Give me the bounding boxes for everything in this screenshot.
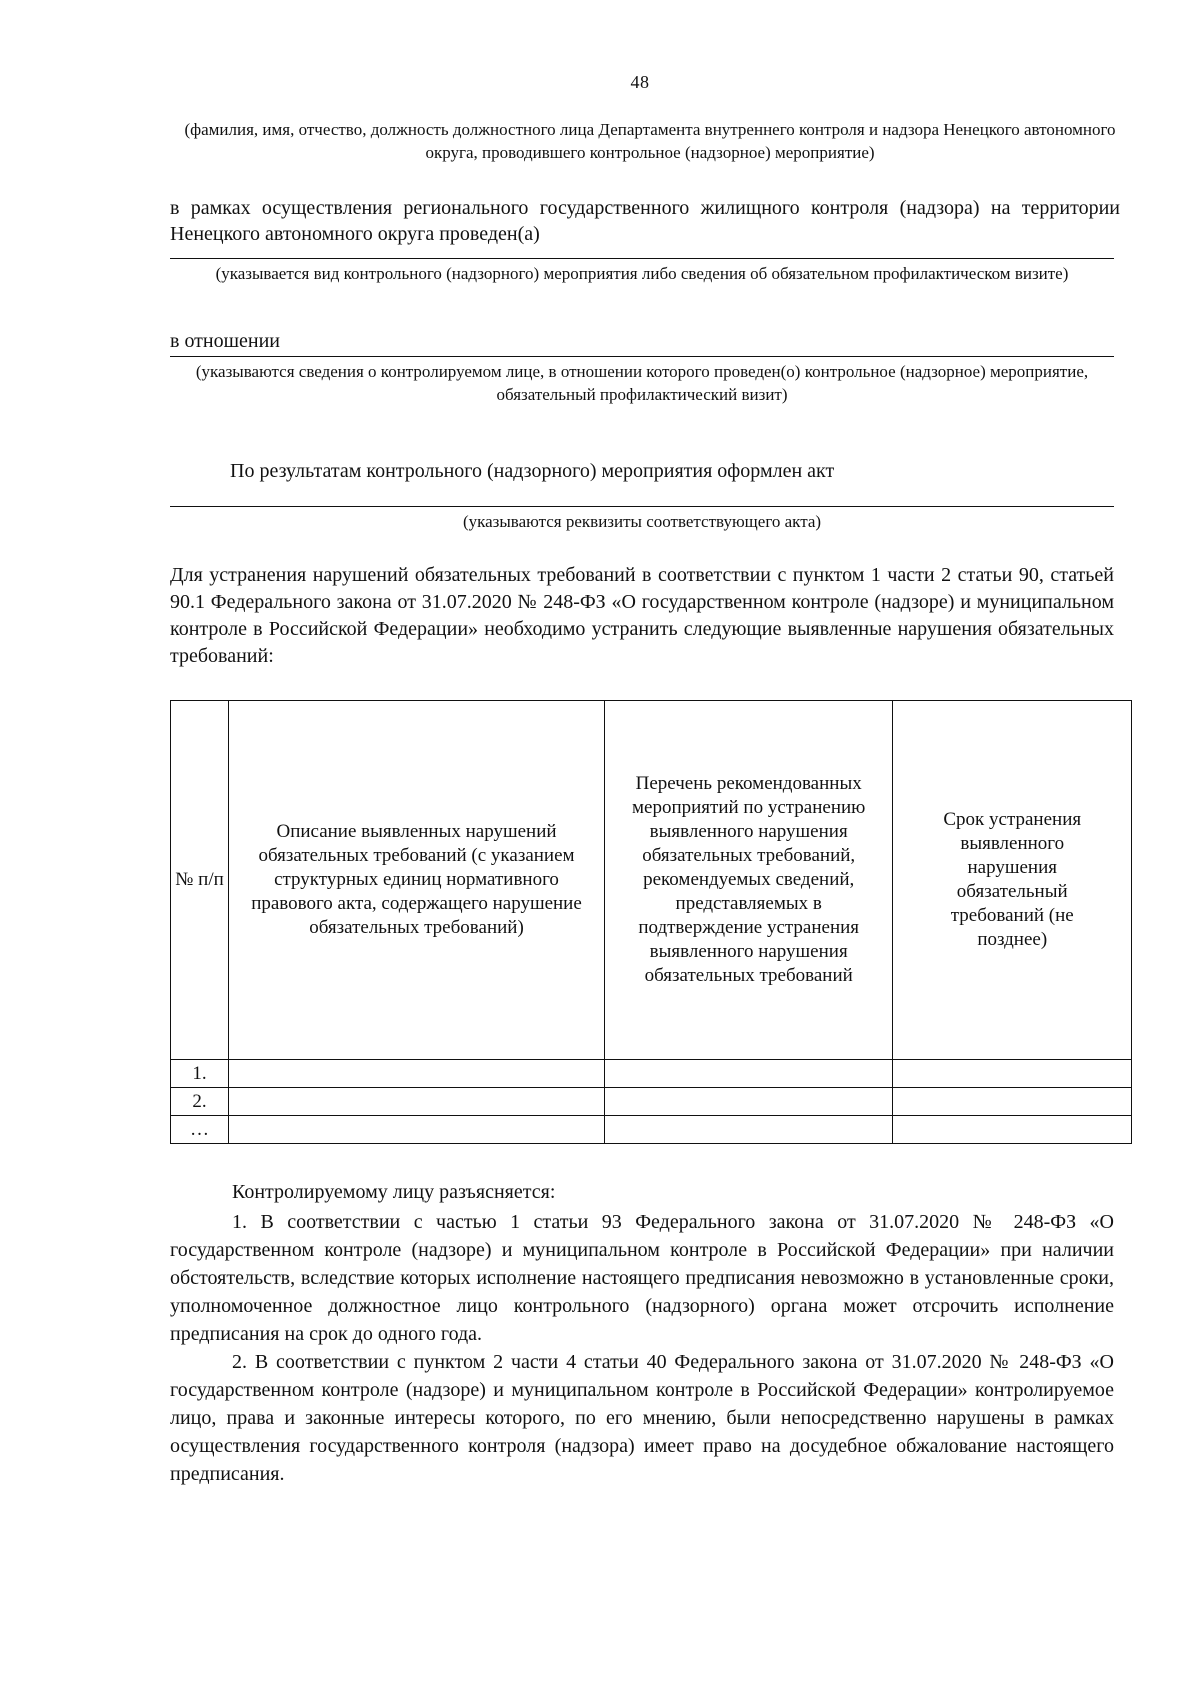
cell-number: 2. <box>171 1088 229 1116</box>
cell-measures <box>604 1060 893 1088</box>
explanation-item: 2. В соответствии с пунктом 2 части 4 статьи 40 Федерального закона от 31.07.2020 № 248-ФЗ «О государственном контроле (надзоре) и муниципальном контроле в Российской Федерации» контролируемое лицо, права и законные интересы которого, по его мнению, были непосредственно нарушены в рамках осуществления государственного контроля (надзора) имеет право на досудебное обжалование настоящего предписания. <box>170 1351 1114 1485</box>
explanation-item: 1. В соответствии с частью 1 статьи 93 Федерального закона от 31.07.2020 № 248-ФЗ «О государственном контроле (надзоре) и муниципальном контроле в Российской Федерации» при наличии обстоятельств, вследствие которых исполнение настоящего предписания невозможно в установленные сроки, уполномоченное должностное лицо контрольного (надзорного) органа может отсрочить исполнение предписания на срок до одного года. <box>170 1211 1114 1345</box>
cell-number: … <box>171 1116 229 1144</box>
controlled-person-note: (указываются сведения о контролируемом лице, в отношении которого проведен(о) контрольное (надзорное) мероприятие, обязательный профилактический визит) <box>195 362 1089 404</box>
official-caption: (фамилия, имя, отчество, должность должностного лица Департамента внутреннего контроля и надзора Ненецкого автономного округа, проводившего контрольное (надзорное) мероприятие) <box>184 120 1116 162</box>
page-number: 48 <box>630 72 650 92</box>
event-type-note: (указывается вид контрольного (надзорного) мероприятия либо сведения об обязательном профилактическом визите) <box>215 264 1069 283</box>
header-deadline: Срок устранения выявленного нарушения обязательный требований (не позднее) <box>893 701 1132 1060</box>
header-description: Описание выявленных нарушений обязательных требований (с указанием структурных единиц нормативного правового акта, содержащего нарушение обязательных требований) <box>229 701 605 1060</box>
cell-number: 1. <box>171 1060 229 1088</box>
act-details-note: (указываются реквизиты соответствующего акта) <box>462 512 822 531</box>
cell-deadline <box>893 1060 1132 1088</box>
explanations-section <box>170 1178 1114 1488</box>
cell-description <box>229 1088 605 1116</box>
table-row <box>171 1060 1132 1088</box>
cell-description <box>229 1060 605 1088</box>
header-measures: Перечень рекомендованных мероприятий по устранению выявленного нарушения обязательных требований, рекомендуемых сведений, представляемых в подтверждение устранения выявленного нарушения обязательных требований <box>604 701 893 1060</box>
cell-deadline <box>893 1116 1132 1144</box>
cell-measures <box>604 1088 893 1116</box>
result-text: По результатам контрольного (надзорного) мероприятия оформлен акт <box>230 460 835 482</box>
cell-measures <box>604 1116 893 1144</box>
explanations-title: Контролируемому лицу разъясняется: <box>232 1181 556 1203</box>
lead-text: в рамках осуществления регионального государственного жилищного контроля (надзора) на территории Ненецкого автономного округа проведен(а) <box>170 197 1120 245</box>
cell-deadline <box>893 1088 1132 1116</box>
intro-paragraph: Для устранения нарушений обязательных требований в соответствии с пунктом 1 части 2 статьи 90, статьей 90.1 Федерального закона от 31.07.2020 № 248-ФЗ «О государственном контроле (надзоре) и муниципальном контроле в Российской Федерации» необходимо устранить следующие выявленные нарушения обязательных требований: <box>170 564 1114 667</box>
event-type-blank-line <box>170 258 1114 259</box>
controlled-person-blank-line <box>170 356 1114 357</box>
violations-table <box>170 700 1132 1144</box>
header-number: № п/п <box>171 701 229 1060</box>
table-row <box>171 1088 1132 1116</box>
cell-description <box>229 1116 605 1144</box>
table-row <box>171 1116 1132 1144</box>
act-details-blank-line <box>170 506 1114 507</box>
table-header-row <box>171 701 1132 1060</box>
in-relation-label: в отношении <box>170 330 281 352</box>
